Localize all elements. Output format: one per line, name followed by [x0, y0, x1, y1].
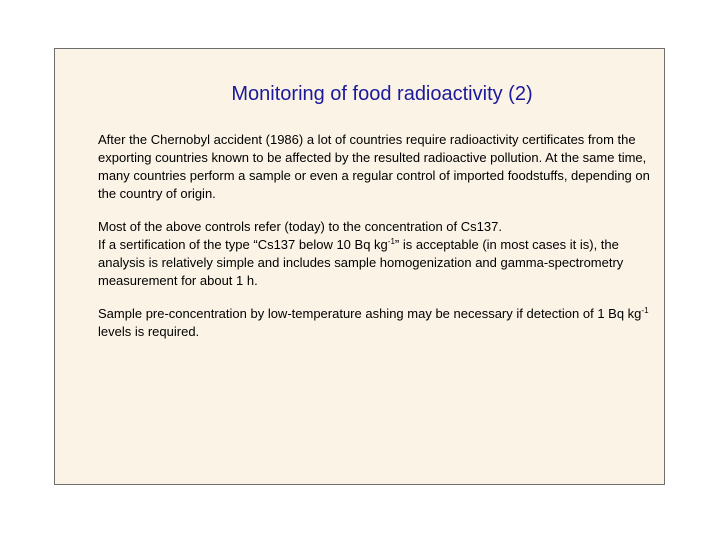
paragraph-chernobyl: After the Chernobyl accident (1986) a lot of countries require radioactivity certificates from the exporting countries known to be affected by the resulted radioactive pollution. At the same time, many countries perform a sample or even a regular control of imported foodstuffs, depending on the country of origin. [98, 132, 650, 201]
paragraph-ashing-text-b: levels is required. [98, 324, 200, 339]
paragraph-cs137 [98, 218, 653, 290]
paragraph-cs137-text-b: ” is acceptable (in most cases it is), the analysis is relatively simple and includes sample homogenization and gamma-spectrometry measurement for about 1 h. [98, 237, 624, 288]
paragraph-cs137-line1: Most of the above controls refer (today) to the concentration of Cs137. [98, 219, 502, 234]
paragraph-ashing [98, 305, 653, 341]
slide-title: Monitoring of food radioactivity (2) [231, 83, 533, 105]
slide [54, 48, 665, 485]
superscript-minus-one: -1 [641, 306, 649, 315]
superscript-minus-one: -1 [387, 237, 395, 246]
paragraph-ashing-text-a: Sample pre-concentration by low-temperature ashing may be necessary if detection of 1 Bq kg [98, 306, 642, 321]
slide-body [98, 131, 653, 356]
paragraph-cs137-text-a: If a sertification of the type “Cs137 below 10 Bq kg [98, 237, 388, 252]
